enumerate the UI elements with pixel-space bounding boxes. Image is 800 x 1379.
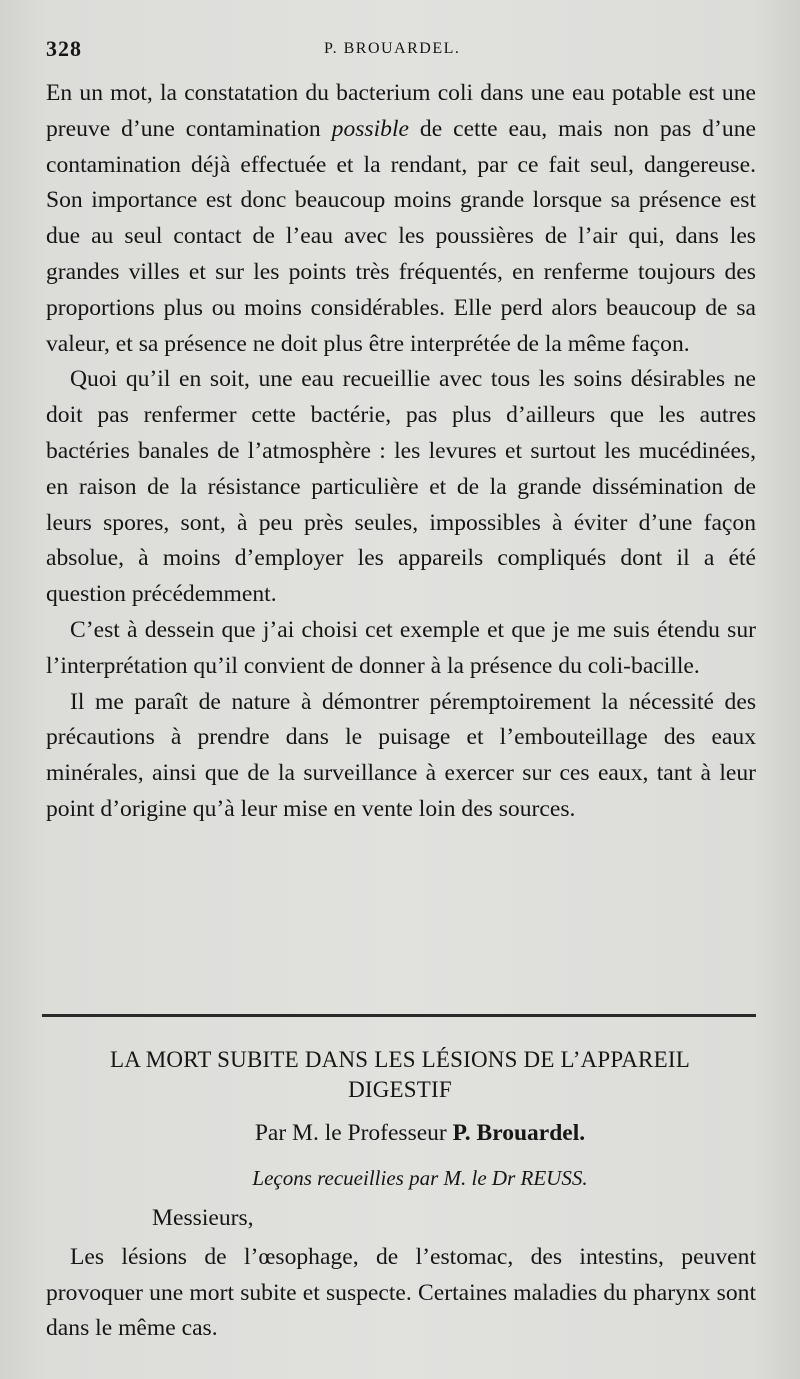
paragraph-4: Il me paraît de nature à démontrer péremptoirement la nécessité des précautions à prendre dans le puisage et l’embouteillage des eaux minérales, ainsi que de la surveillance à exercer sur ces eaux, tant à leur point d’origine qu’à leur mise en vente loin des sources. — [46, 688, 756, 822]
page-number: 328 — [46, 36, 82, 61]
article-byline — [40, 1120, 800, 1147]
article-title — [40, 1045, 760, 1105]
paragraph-2: Quoi qu’il en soit, une eau recueillie avec tous les soins désirables ne doit pas renfermer cette bactérie, pas plus d’ailleurs que les autres bactéries banales de l’atmosphère : les levures et surtout les mucédinées, en raison de la résistance particulière et de la grande dissémination de leurs spores, sont, à peu près seules, impossibles à éviter d’une façon absolue, à moins d’employer les appareils compliqués dont il a été question précédemment. — [46, 366, 756, 608]
paragraph-1-start: En un mot, la constatation du bacterium coli dans une eau potable est une preuve d’une contamination — [46, 80, 756, 142]
byline-author: P. Brouardel. — [452, 1120, 586, 1146]
paragraph-3: C’est à dessein que j’ai choisi cet exemple et que je me suis étendu sur l’interprétation qu’il convient de donner à la présence du coli-bacille. — [46, 616, 756, 679]
article-title-line-2: DIGESTIF — [348, 1077, 452, 1102]
page-header — [46, 36, 756, 66]
section-divider — [42, 1014, 756, 1017]
emphasis-possible: possible — [331, 115, 409, 142]
salutation: Messieurs, — [152, 1205, 254, 1231]
body-text — [46, 76, 756, 828]
byline-prefix: Par M. le Professeur — [254, 1120, 453, 1146]
running-head: P. BROUARDEL. — [324, 40, 461, 57]
lecture-credit: Leçons recueillies par M. le Dr REUSS. — [252, 1166, 588, 1190]
article-intro-paragraph: Les lésions de l’œsophage, de l’estomac, des intestins, peuvent provoquer une mort subite et suspecte. Certaines maladies du pharynx sont dans le même cas. — [46, 1244, 756, 1341]
paragraph-1-end: de cette eau, mais non pas d’une contamination déjà effectuée et la rendant, par ce fait seul, dangereuse. Son importance est donc beaucoup moins grande lorsque sa présence est due au seul contact de l’eau avec les poussières de l’air qui, dans les grandes villes et sur les points très fréquentés, en renferme toujours des proportions plus ou moins considérables. Elle perd alors beaucoup de sa valeur, et sa présence ne doit plus être interprétée de la même façon. — [46, 115, 756, 357]
article-title-line-1: LA MORT SUBITE DANS LES LÉSIONS DE L’APPAREIL — [110, 1047, 690, 1072]
paragraph-1 — [46, 76, 756, 362]
